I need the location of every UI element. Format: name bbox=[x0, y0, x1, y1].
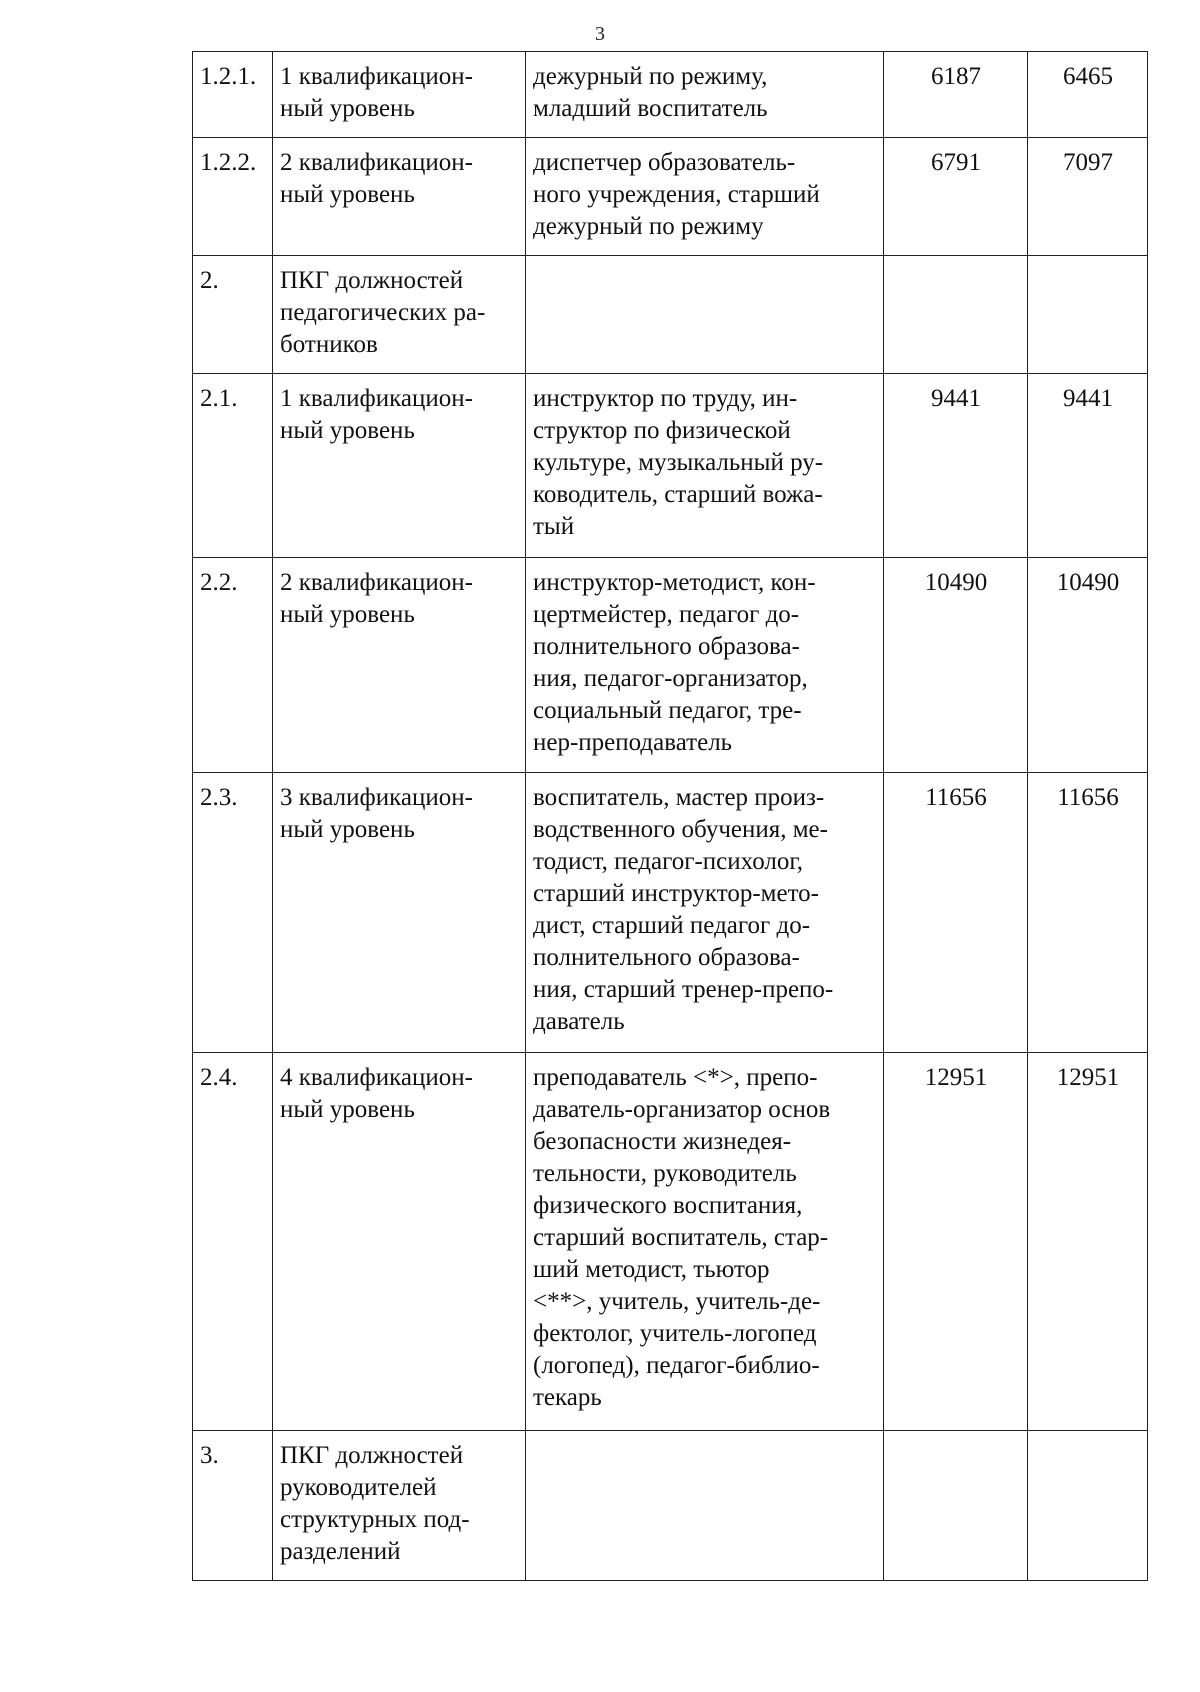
qualification-level: ПКГ должностей педагогических ра- ботников bbox=[273, 256, 526, 374]
value-cell-2: 11656 bbox=[1028, 773, 1148, 1053]
row-number: 2. bbox=[193, 256, 273, 374]
positions-list: инструктор по труду, ин- структор по физической культуре, музыкальный ру- ководитель, старший вожа- тый bbox=[526, 374, 884, 558]
value-cell-1: 9441 bbox=[884, 374, 1028, 558]
table-row bbox=[193, 558, 1148, 773]
row-number: 1.2.2. bbox=[193, 138, 273, 256]
positions-list: инструктор-методист, кон- цертмейстер, педагог до- полнительного образова- ния, педагог-организатор, социальный педагог, тре- нер-преподаватель bbox=[526, 558, 884, 773]
value-cell-1 bbox=[884, 1431, 1028, 1581]
value-cell-1: 12951 bbox=[884, 1053, 1028, 1431]
positions-list: преподаватель <*>, препо- даватель-организатор основ безопасности жизнедея- тельности, руководитель физического воспитания, старший воспитатель, стар- ший методист, тьютор <**>, учитель, учитель-де- фектолог, учитель-логопед (логопед), педагог-библио- текарь bbox=[526, 1053, 884, 1431]
row-number: 2.1. bbox=[193, 374, 273, 558]
positions-list: диспетчер образователь- ного учреждения, старший дежурный по режиму bbox=[526, 138, 884, 256]
table-row bbox=[193, 52, 1148, 138]
positions-list bbox=[526, 256, 884, 374]
row-number: 2.3. bbox=[193, 773, 273, 1053]
value-cell-2: 10490 bbox=[1028, 558, 1148, 773]
value-cell-1: 10490 bbox=[884, 558, 1028, 773]
positions-list: воспитатель, мастер произ- водственного обучения, ме- тодист, педагог-психолог, старший инструктор-мето- дист, старший педагог до- полнительного образова- ния, старший тренер-препо- даватель bbox=[526, 773, 884, 1053]
row-number: 3. bbox=[193, 1431, 273, 1581]
value-cell-2: 12951 bbox=[1028, 1053, 1148, 1431]
table-row bbox=[193, 256, 1148, 374]
table-body bbox=[193, 52, 1148, 1581]
qualification-level: ПКГ должностей руководителей структурных под- разделений bbox=[273, 1431, 526, 1581]
qualification-level: 3 квалификацион- ный уровень bbox=[273, 773, 526, 1053]
row-number: 2.4. bbox=[193, 1053, 273, 1431]
salary-table bbox=[192, 51, 1148, 1581]
row-number: 2.2. bbox=[193, 558, 273, 773]
value-cell-1 bbox=[884, 256, 1028, 374]
row-number: 1.2.1. bbox=[193, 52, 273, 138]
table-row bbox=[193, 138, 1148, 256]
table-row bbox=[193, 1431, 1148, 1581]
qualification-level: 4 квалификацион- ный уровень bbox=[273, 1053, 526, 1431]
qualification-level: 1 квалификацион- ный уровень bbox=[273, 374, 526, 558]
qualification-level: 2 квалификацион- ный уровень bbox=[273, 558, 526, 773]
value-cell-1: 6187 bbox=[884, 52, 1028, 138]
positions-list bbox=[526, 1431, 884, 1581]
value-cell-2 bbox=[1028, 1431, 1148, 1581]
page-number: 3 bbox=[595, 23, 605, 45]
table-row bbox=[193, 374, 1148, 558]
value-cell-2: 9441 bbox=[1028, 374, 1148, 558]
value-cell-1: 6791 bbox=[884, 138, 1028, 256]
qualification-level: 1 квалификацион- ный уровень bbox=[273, 52, 526, 138]
positions-list: дежурный по режиму, младший воспитатель bbox=[526, 52, 884, 138]
value-cell-2 bbox=[1028, 256, 1148, 374]
table-row bbox=[193, 773, 1148, 1053]
qualification-level: 2 квалификацион- ный уровень bbox=[273, 138, 526, 256]
value-cell-2: 6465 bbox=[1028, 52, 1148, 138]
value-cell-1: 11656 bbox=[884, 773, 1028, 1053]
value-cell-2: 7097 bbox=[1028, 138, 1148, 256]
table-row bbox=[193, 1053, 1148, 1431]
